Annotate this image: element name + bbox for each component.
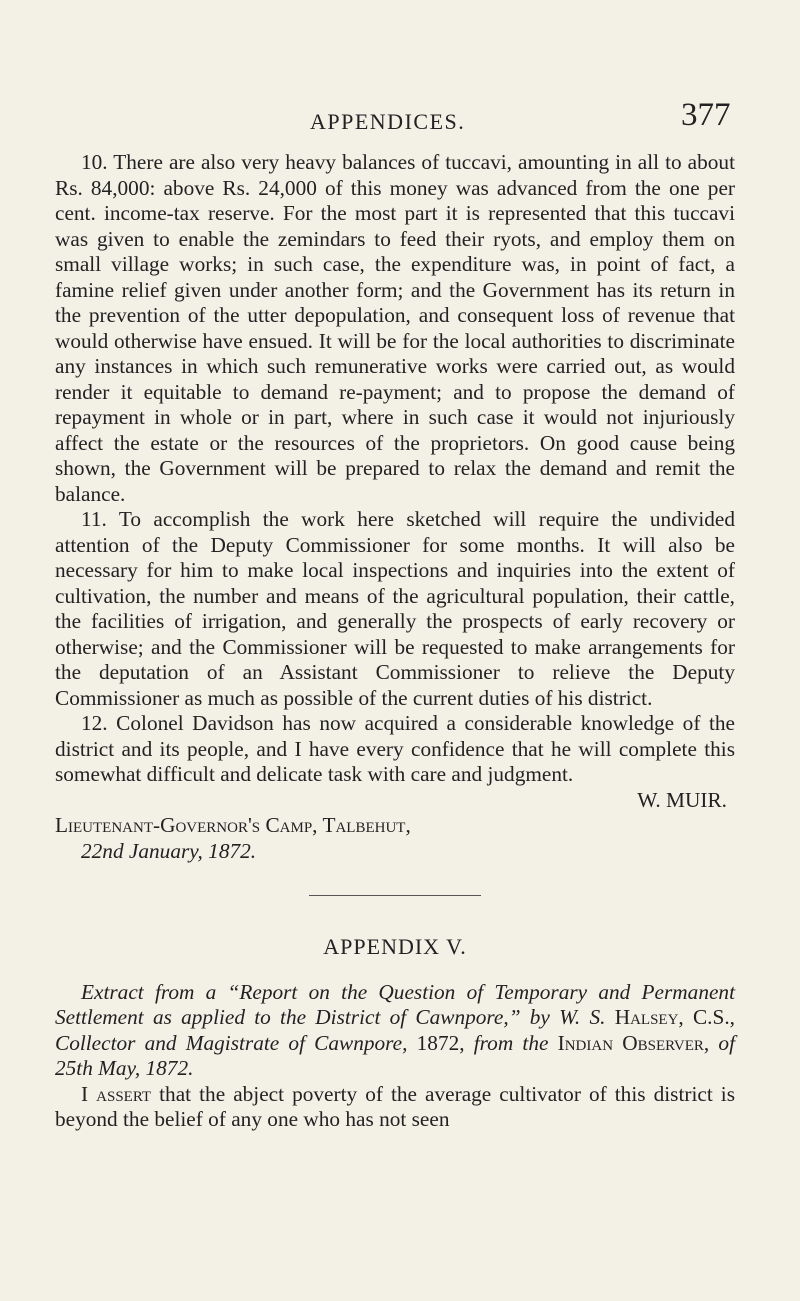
signature: W. MUIR.: [637, 787, 727, 812]
extract-part2: ” by W. S.: [508, 1005, 615, 1029]
body-rest: that the abject poverty of the average cultivator of this district is beyond the belief of any one who has not seen: [55, 1081, 735, 1131]
paragraph-11: 11. To accomplish the work here sketched will require the undivided attention of the Deputy Commissioner for some months. It will also be necessary for him to make local inspections and inquiries into the extent of cultivation, the number and means of the agricultural population, their cattle, the facilities of irrigation, and generally the prospects of early recovery or otherwise; and the Commissioner will be requested to make arrangements for the deputation of an Assistant Commissioner to relieve the Deputy Commissioner as much as possible of the current duties of his district.: [55, 507, 735, 710]
extract-part3: Collector and Magistrate of Cawnpore,: [55, 1030, 417, 1055]
running-title: APPENDICES.: [310, 109, 466, 134]
body-lead: I assert: [81, 1081, 152, 1106]
extract-part1: Extract from a “: [81, 979, 240, 1004]
author-name: Halsey, C.S.,: [614, 1005, 736, 1029]
appendix-body: [55, 1082, 735, 1133]
extract-year: 1872,: [416, 1030, 465, 1055]
running-head: [0, 97, 800, 137]
paragraph-12: 12. Colonel Davidson has now acquired a considerable knowledge of the district and its people, and I have every confidence that he will complete this somewhat difficult and delicate task with care and judgment.: [55, 711, 735, 786]
paragraph-10: 10. There are also very heavy balances of tuccavi, amounting in all to about Rs. 84,000: above Rs. 24,000 of this money was advanced from the one per cent. income-tax reserve. For the most part it is represented that this tuccavi was given to enable the zemindars to feed their ryots, and employ them on small village works; in such case, the expenditure was, in point of fact, a famine relief given under another form; and the Government has its return in the prevention of the utter depopulation, and consequent loss of revenue that would otherwise have ensued. It will be for the local authorities to discriminate any instances in which such remunerative works were carried out, as would render it equitable to demand re-payment; and to propose the demand of repayment in whole or in part, where in such case it would not injuriously affect the estate or the resources of the proprietors. On good cause being shown, the Government will be prepared to relax the demand and remit the balance.: [55, 150, 735, 506]
dateline: Lieutenant-Governor's Camp, Talbehut,: [55, 813, 411, 837]
extract-part5: of 25th May, 1872.: [55, 1030, 735, 1080]
page-number: 377: [681, 97, 731, 133]
section-divider: [309, 895, 481, 896]
extract-part4: from the: [464, 1030, 558, 1055]
appendix-heading: APPENDIX V.: [323, 934, 467, 959]
publication-name: Indian Observer,: [557, 1030, 710, 1055]
extract-citation: [55, 980, 735, 1082]
body-text: [55, 150, 735, 1133]
report-title: Report on the Question of Temporary and Permanent Settlement as applied to the District of Cawnpore,: [55, 979, 735, 1029]
date: 22nd January, 1872.: [81, 838, 257, 863]
